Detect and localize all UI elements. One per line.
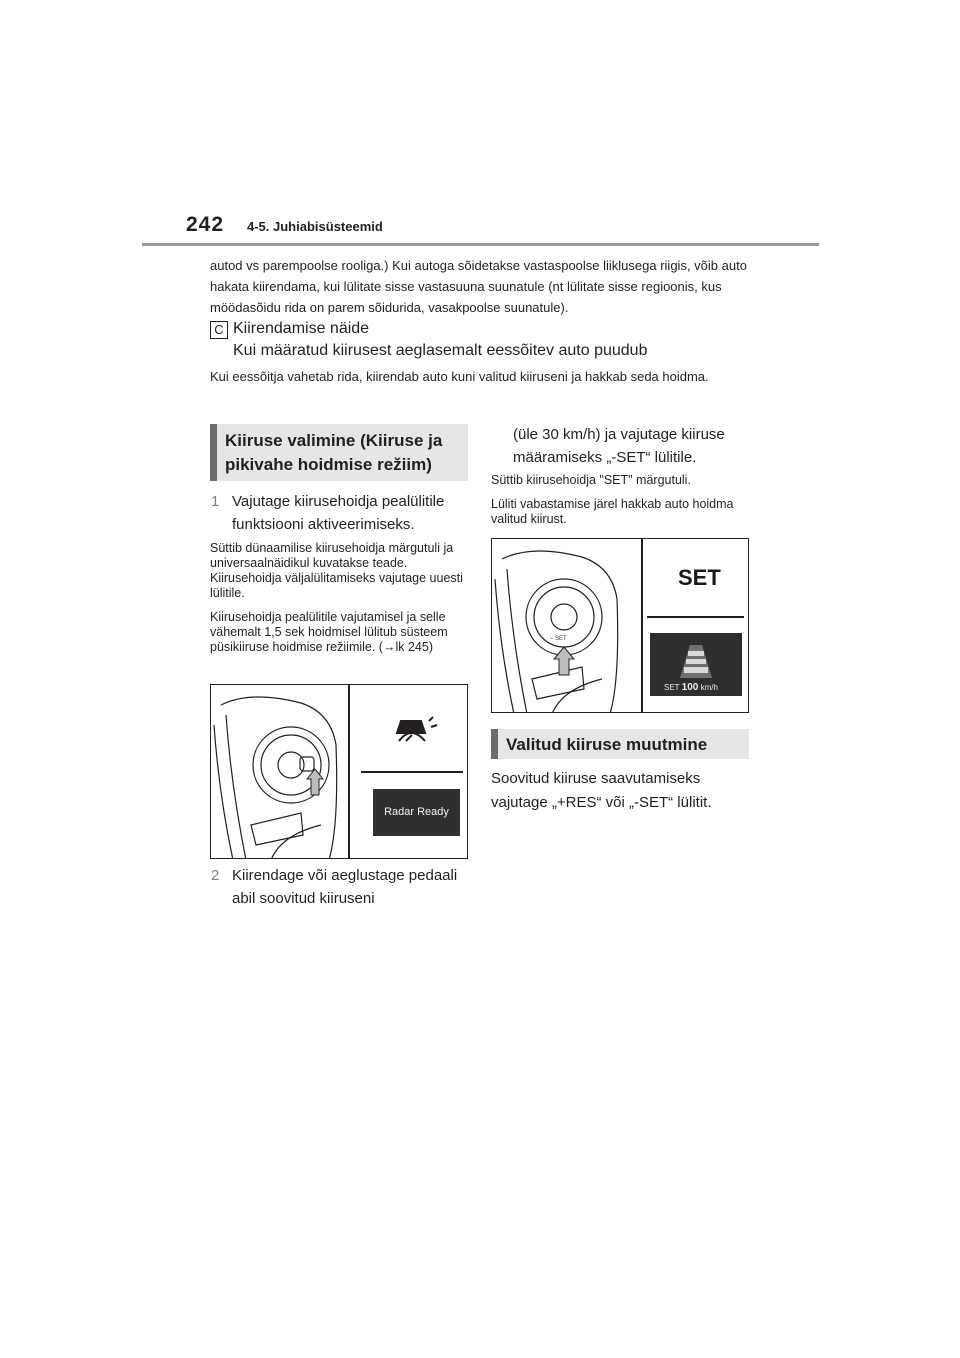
page-number: 242 bbox=[186, 213, 225, 236]
step-text: Vajutage kiirusehoidja pealülitile funktsiooni aktiveerimiseks. bbox=[232, 493, 445, 533]
section-title: 4-5. Juhiabisüsteemid bbox=[247, 219, 383, 234]
speed-display bbox=[650, 633, 742, 696]
example-badge: C bbox=[210, 321, 228, 339]
set-speed-readout: SET 100 km/h bbox=[664, 682, 718, 693]
note-paragraph: Süttib kiirusehoidja "SET" märgutuli. bbox=[491, 473, 691, 487]
display-radar-ready: Radar Ready bbox=[373, 789, 460, 836]
note-paragraph: Kiirusehoidja pealülitile vajutamisel ja selle vähemalt 1,5 sek hoidmisel lülitub süsteem püsikiiruse hoidmise režiimile. (→lk 245) bbox=[210, 610, 448, 654]
change-speed-text: Soovitud kiiruse saavutamiseks vajutage „+RES“ või „-SET“ lülitit. bbox=[491, 770, 712, 811]
set-indicator: SET bbox=[678, 565, 721, 590]
set-button-label: – SET bbox=[550, 636, 567, 642]
heading-change-speed: Valitud kiiruse muutmine bbox=[491, 729, 749, 759]
note-paragraph: Süttib dünaamilise kiirusehoidja märgutuli ja universaalnäidikul kuvatakse teade. Kiirusehoidja väljalülitamiseks vajutage uuesti lülitile. bbox=[210, 541, 463, 600]
step-text: Kiirendage või aeglustage pedaali abil soovitud kiiruseni bbox=[232, 867, 458, 907]
step-number: 2 bbox=[211, 867, 220, 884]
example-subtitle: Kui määratud kiirusest aeglasemalt eessõitev auto puudub bbox=[233, 342, 648, 359]
step-number: 1 bbox=[211, 493, 220, 510]
example-title: Kiirendamise näide bbox=[233, 320, 370, 337]
cruise-control-icon bbox=[397, 717, 437, 741]
intro-paragraph: autod vs parempoolse rooliga.) Kui autoga sõidetakse vastaspoolse liiklusega riigis, võib auto hakata kiirendama, kui lülitate sisse vastasuuna suunatule (nt lülitate sisse regioonis, kus möödasõidu rida on parem sõidurida, vasakpoolse suunatule). bbox=[210, 258, 747, 315]
figure-set-switch bbox=[491, 538, 749, 713]
heading-speed-select: Kiiruse valimine (Kiiruse ja pikivahe hoidmise režiim) bbox=[210, 424, 468, 481]
header-divider bbox=[142, 243, 819, 246]
step-2-continued: (üle 30 km/h) ja vajutage kiiruse määramiseks „-SET“ lülitile. bbox=[513, 426, 725, 466]
example-text: Kui eessõitja vahetab rida, kiirendab auto kuni valitud kiiruseni ja hakkab seda hoidma. bbox=[210, 369, 709, 384]
figure-main-switch bbox=[210, 684, 468, 859]
note-paragraph: Lüliti vabastamise järel hakkab auto hoidma valitud kiirust. bbox=[491, 497, 734, 526]
